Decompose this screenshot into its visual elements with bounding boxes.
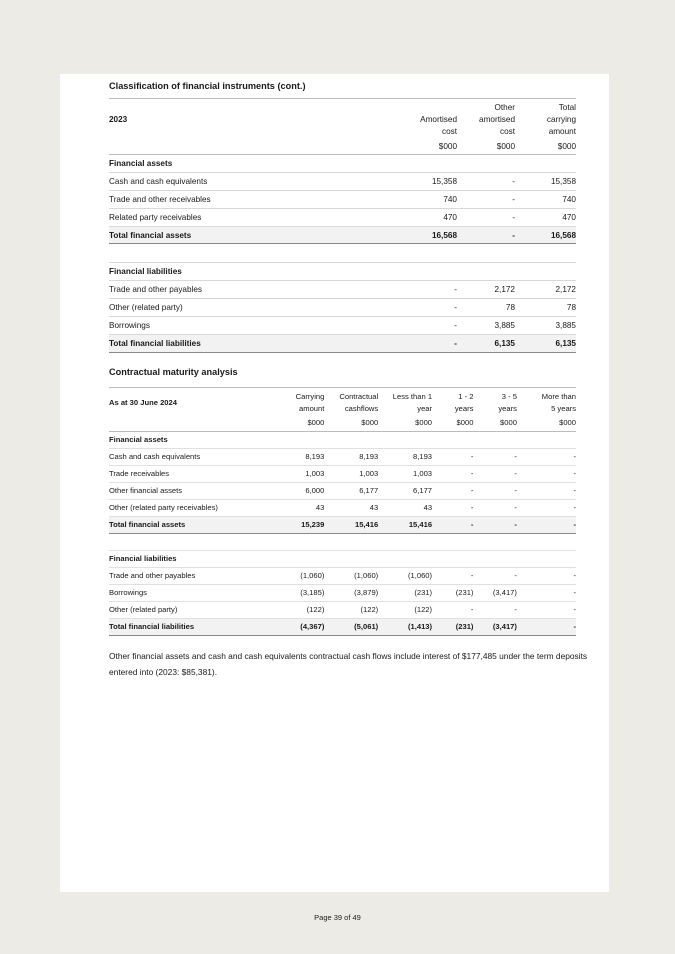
section-label-row: Financial assets (109, 155, 576, 173)
table-row: Borrowings (3,185) (3,879) (231) (231) (3,417) - (109, 584, 576, 601)
units-row: $000 $000 $000 (109, 138, 576, 155)
page-content (109, 81, 588, 688)
table-row: Cash and cash equivalents 8,193 8,193 8,193 - - - (109, 448, 576, 465)
table-row: Other financial assets 6,000 6,177 6,177 - - - (109, 482, 576, 499)
column-header: Other amortised cost (479, 103, 515, 136)
table-row: Borrowings - 3,885 3,885 (109, 317, 576, 335)
year-label: 2023 (109, 115, 128, 124)
table-header-row (109, 391, 576, 415)
table-row: Other (related party) (122) (122) (122) - - - (109, 601, 576, 618)
column-header: Carrying amount (295, 391, 325, 413)
column-header: 3 - 5 years (498, 391, 517, 413)
classification-table (109, 98, 576, 353)
column-header: More than 5 years (541, 391, 576, 413)
section-label-row: Financial assets (109, 431, 576, 448)
total-row: Total financial liabilities - 6,135 6,135 (109, 335, 576, 353)
table-row: Other (related party) - 78 78 (109, 299, 576, 317)
column-header: Contractual cashflows (339, 391, 379, 413)
page-number: Page 39 of 49 (314, 913, 361, 922)
units-row: $000 $000 $000 $000 $000 $000 (109, 415, 576, 432)
table-row: Other (related party receivables) 43 43 43 - - - (109, 499, 576, 516)
footnote-text: Other financial assets and cash and cash equivalents contractual cash flows include interest of $177,485 under the term deposits entered into (2023: $85,381). (109, 650, 588, 677)
total-row: Total financial assets 15,239 15,416 15,416 - - - (109, 516, 576, 533)
table-row: Cash and cash equivalents 15,358 - 15,358 (109, 172, 576, 190)
column-header: Total carrying amount (546, 103, 576, 136)
year-label: As at 30 June 2024 (109, 397, 177, 407)
table-row: Trade and other payables - 2,172 2,172 (109, 281, 576, 299)
table-header-row (109, 102, 576, 138)
column-header: 1 - 2 years (454, 391, 474, 413)
section-heading-classification: Classification of financial instruments (cont.) (109, 81, 306, 91)
section-heading-maturity: Contractual maturity analysis (109, 366, 238, 377)
document-page (60, 74, 609, 892)
column-header: Less than 1 year (392, 391, 433, 413)
column-header: Amortised cost (420, 115, 457, 136)
table-row: Trade and other payables (1,060) (1,060) (1,060) - - - (109, 567, 576, 584)
total-row: Total financial liabilities (4,367) (5,061) (1,413) (231) (3,417) - (109, 618, 576, 635)
section-label-row: Financial liabilities (109, 550, 576, 567)
table-row: Related party receivables 470 - 470 (109, 208, 576, 226)
table-row: Trade receivables 1,003 1,003 1,003 - - - (109, 465, 576, 482)
section-label-row: Financial liabilities (109, 263, 576, 281)
maturity-table (109, 387, 576, 636)
total-row: Total financial assets 16,568 - 16,568 (109, 226, 576, 244)
table-row: Trade and other receivables 740 - 740 (109, 190, 576, 208)
